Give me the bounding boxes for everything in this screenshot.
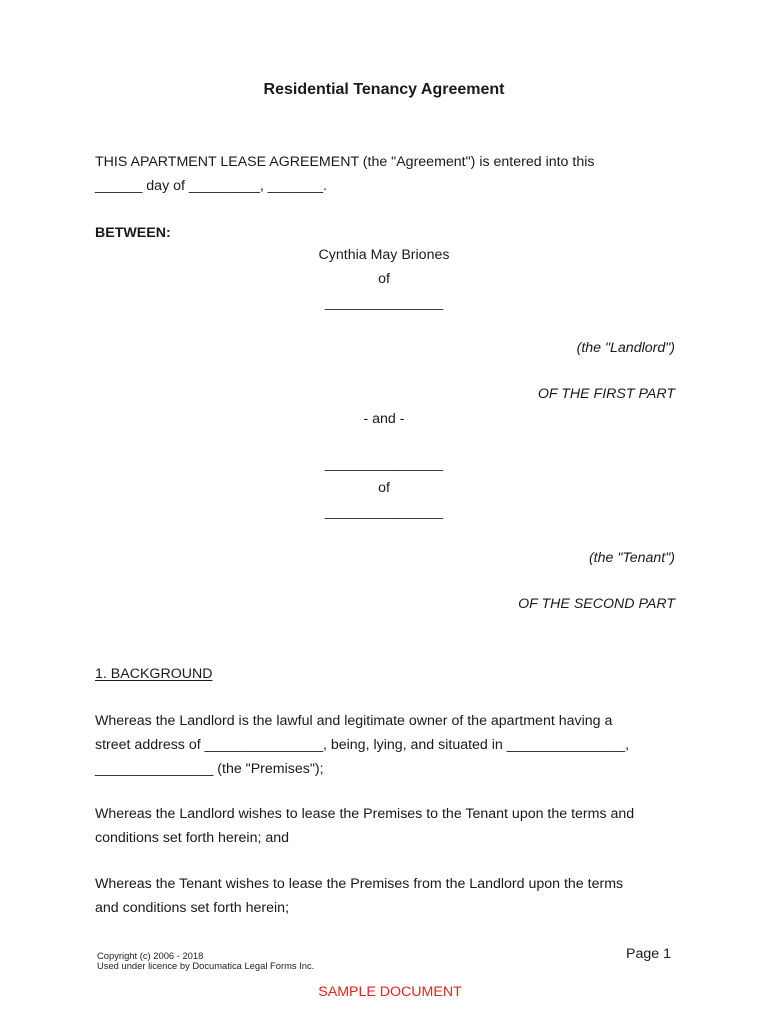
paragraph-line: Whereas the Tenant wishes to lease the Premises from the Landlord upon the terms [95, 876, 624, 892]
section-heading-background: 1. BACKGROUND [95, 666, 213, 682]
tenant-name-blank: _______________ [324, 456, 444, 472]
intro-line-1: THIS APARTMENT LEASE AGREEMENT (the "Agreement") is entered into this [95, 154, 595, 170]
page-number: Page 1 [626, 946, 671, 962]
background-paragraph-3 [95, 872, 685, 920]
landlord-of: of [378, 271, 390, 287]
document-title: Residential Tenancy Agreement [263, 81, 505, 98]
first-part-label: OF THE FIRST PART [537, 386, 675, 402]
intro-line-2: ______ day of _________, _______. [95, 178, 327, 194]
paragraph-line: conditions set forth herein; and [95, 830, 290, 846]
landlord-address-blank: _______________ [324, 295, 444, 311]
between-label: BETWEEN: [95, 225, 171, 241]
tenant-address-blank: _______________ [324, 504, 444, 520]
footer-copyright: Copyright (c) 2006 - 2018 [97, 950, 204, 961]
paragraph-line: Whereas the Landlord wishes to lease the Premises to the Tenant upon the terms and [95, 806, 635, 822]
and-separator: - and - [363, 411, 405, 427]
tenant-of: of [378, 480, 390, 496]
background-paragraph-2 [95, 802, 685, 850]
background-paragraph-1 [95, 709, 685, 781]
footer-licence: Used under licence by Documatica Legal Forms Inc. [97, 960, 315, 971]
paragraph-line: and conditions set forth herein; [95, 900, 290, 916]
landlord-name: Cynthia May Briones [318, 247, 450, 263]
paragraph-line: _______________ (the "Premises"); [95, 761, 324, 777]
landlord-designation: (the "Landlord") [576, 340, 675, 356]
paragraph-line: Whereas the Landlord is the lawful and legitimate owner of the apartment having a [95, 713, 613, 729]
sample-document-watermark: SAMPLE DOCUMENT [318, 984, 462, 1000]
tenant-designation: (the "Tenant") [588, 550, 675, 566]
second-part-label: OF THE SECOND PART [518, 596, 675, 612]
paragraph-line: street address of _______________, being, lying, and situated in _______________, [95, 737, 630, 753]
intro-paragraph [95, 150, 685, 198]
